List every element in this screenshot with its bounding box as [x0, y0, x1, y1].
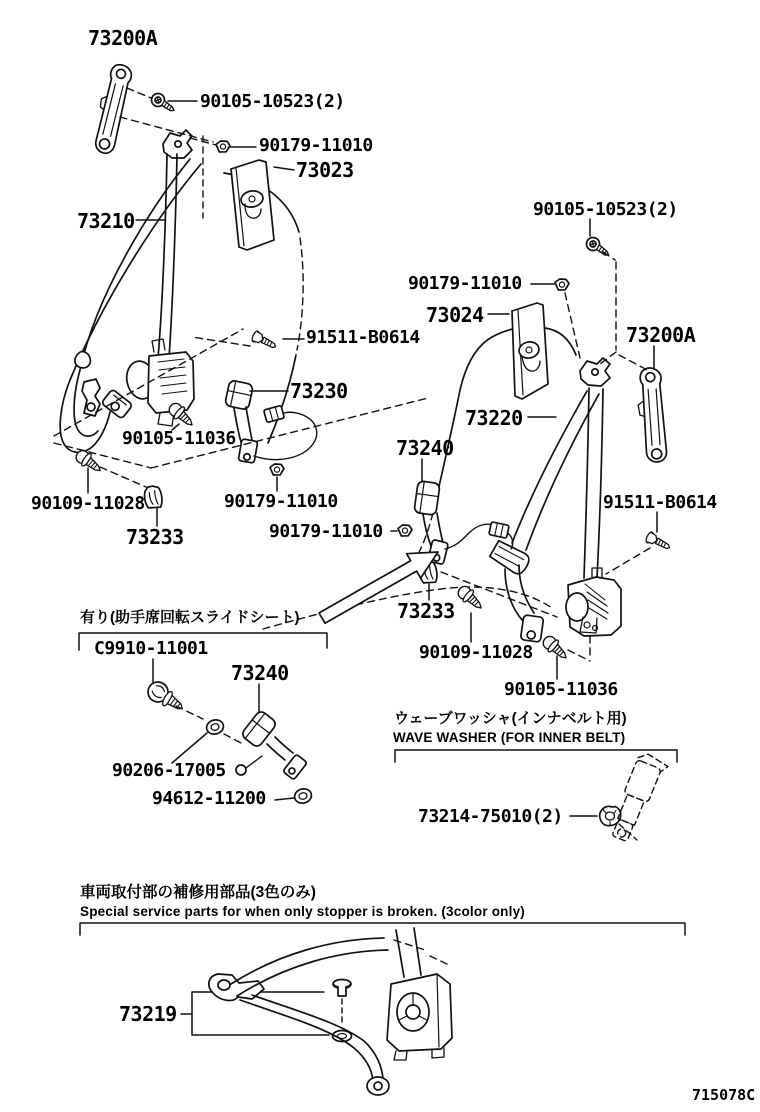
part-label-73240-bottomleft: 73240	[231, 661, 289, 685]
part-label-73233-right: 73233	[397, 599, 455, 623]
part-label-73023: 73023	[296, 158, 354, 182]
part-label-90206-17005: 90206-17005	[112, 760, 226, 781]
part-label-90179-11010-midleft: 90179-11010	[224, 491, 338, 512]
part-label-90179-11010-topleft: 90179-11010	[259, 135, 373, 156]
part-label-90179-11010-midright: 90179-11010	[269, 521, 383, 542]
part-label-73214-75010: 73214-75010(2)	[418, 806, 563, 827]
part-label-73219: 73219	[119, 1002, 177, 1026]
part-label-73233-left: 73233	[126, 525, 184, 549]
part-label-73220: 73220	[465, 406, 523, 430]
part-label-90109-11028-left: 90109-11028	[31, 493, 145, 514]
part-label-73240-right: 73240	[396, 436, 454, 460]
part-label-73230: 73230	[290, 379, 348, 403]
part-label-90109-11028-right: 90109-11028	[419, 642, 533, 663]
part-label-90105-11036-left: 90105-11036	[122, 428, 236, 449]
part-label-73200a-left: 73200A	[88, 26, 158, 50]
part-label-c9910-11001: C9910-11001	[94, 638, 208, 659]
part-label-91511-b0614-right: 91511-B0614	[603, 492, 717, 513]
part-label-73210: 73210	[77, 209, 135, 233]
part-label-90105-10523-right: 90105-10523(2)	[533, 199, 678, 220]
part-label-73200a-right: 73200A	[626, 323, 696, 347]
part-label-94612-11200: 94612-11200	[152, 788, 266, 809]
note-service-parts-en: Special service parts for when only stopper is broken. (3color only)	[80, 904, 525, 919]
part-label-90105-10523-left: 90105-10523(2)	[200, 91, 345, 112]
wave-washer-drawing	[395, 750, 677, 845]
note-service-parts-jp: 車両取付部の補修用部品(3色のみ)	[80, 884, 316, 901]
part-label-90179-11010-topright: 90179-11010	[408, 273, 522, 294]
part-label-90105-11036-right: 90105-11036	[504, 679, 618, 700]
note-wave-washer-en: WAVE WASHER (FOR INNER BELT)	[393, 730, 626, 745]
part-label-91511-b0614-left: 91511-B0614	[306, 327, 420, 348]
part-label-73024: 73024	[426, 303, 484, 327]
note-wave-washer-jp: ウェーブワッシャ(インナベルト用)	[394, 710, 627, 727]
diagram-code: 715078C	[692, 1086, 756, 1104]
note-slide-seat-jp: 有り(助手席回転スライドシート)	[80, 609, 300, 626]
left-belt-assembly-drawing	[54, 62, 428, 526]
